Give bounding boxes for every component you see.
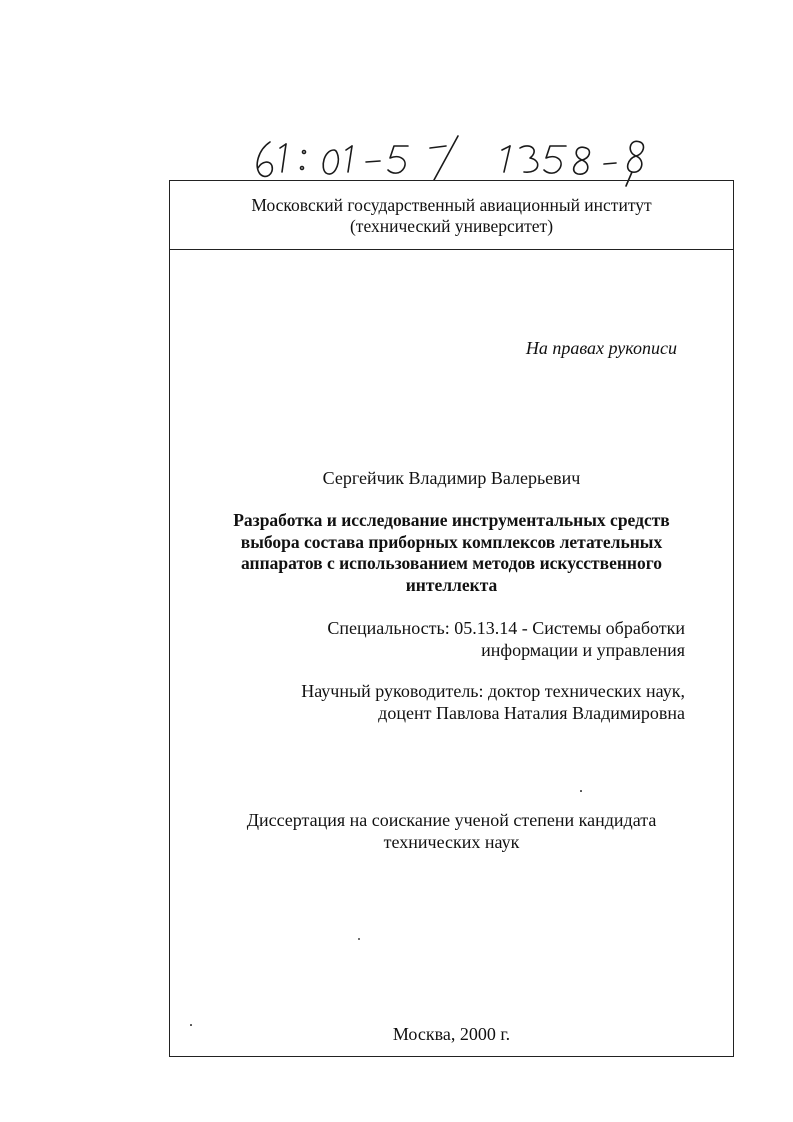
scan-speck xyxy=(190,1024,192,1026)
specialty-line: Специальность: 05.13.14 - Системы обработки xyxy=(327,618,685,638)
title-line: интеллекта xyxy=(405,574,498,595)
institution-subtitle: (технический университет) xyxy=(349,216,554,236)
scan-speck xyxy=(358,938,360,940)
city-year: Москва, 2000 г. xyxy=(392,1024,511,1044)
title-line: аппаратов с использованием методов искусственного xyxy=(240,553,663,573)
title-page-frame xyxy=(169,180,734,1057)
advisor-line: доцент Павлова Наталия Владимировна xyxy=(378,703,685,723)
institution-name: Московский государственный авиационный институт xyxy=(251,195,652,215)
dissertation-title xyxy=(170,510,733,596)
scan-speck xyxy=(580,790,582,792)
specialty xyxy=(327,617,685,661)
catalog-number-text xyxy=(248,128,681,172)
institution-header xyxy=(170,181,733,250)
degree-line: Диссертация на соискание ученой степени кандидата xyxy=(246,810,657,830)
rights-note: На правах рукописи xyxy=(525,338,677,358)
degree-line: технических наук xyxy=(383,832,520,852)
title-line: выбора состава приборных комплексов летательных xyxy=(240,531,663,552)
advisor-line: Научный руководитель: доктор технических наук, xyxy=(301,681,685,701)
scientific-advisor xyxy=(301,680,685,724)
specialty-line: информации и управления xyxy=(481,640,685,660)
author-name: Сергейчик Владимир Валерьевич xyxy=(322,468,581,488)
title-line: Разработка и исследование инструментальных средств xyxy=(233,510,670,530)
handwritten-catalog-number xyxy=(248,128,658,188)
dissertation-degree xyxy=(170,809,733,853)
